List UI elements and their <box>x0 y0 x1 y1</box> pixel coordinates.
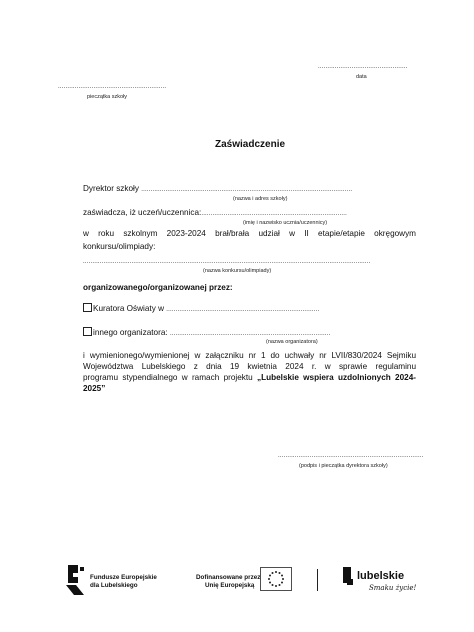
kurator-checkbox[interactable] <box>83 303 92 312</box>
option-1-dots: .................................................................................. <box>166 307 320 313</box>
eu-flag-icon <box>260 567 292 591</box>
fe-line-2: dla Lubelskiego <box>90 582 138 589</box>
para-line-3-prefix: programu stypendialnego w ramach projektu <box>83 373 258 382</box>
director-hint: (nazwa i adres szkoły) <box>233 196 288 202</box>
lubelskie-slogan: Smaku życie! <box>369 584 417 592</box>
lubelskie-logo-icon <box>341 565 355 587</box>
director-line <box>83 183 352 196</box>
contest-hint: (nazwa konkursu/olimpiady) <box>203 268 272 274</box>
signature-label: (podpis i pieczątka dyrektora szkoły) <box>299 463 388 469</box>
organizer-hint: (nazwa organizatora) <box>266 339 318 345</box>
signature-dots: .............................................................................. <box>278 453 424 459</box>
para-line-2: Województwa Lubelskiego z dnia 19 kwietnia 2024 r. w sprawie regulaminu <box>83 362 416 371</box>
fundusze-europejskie-logo-icon <box>64 563 86 597</box>
document-title: Zaświadczenie <box>215 139 286 150</box>
option-1-label: Kuratora Oświaty w <box>93 304 164 313</box>
year-line-2: konkursu/olimpiady: <box>83 242 156 251</box>
director-label: Dyrektor szkoły <box>83 184 139 193</box>
date-dots: ................................................ <box>318 64 408 70</box>
option-kurator <box>83 303 319 316</box>
certifies-dots: .............................................................................. <box>201 211 347 217</box>
year-line-1: w roku szkolnym 2023-2024 brał/brała udział w II etapie/etapie okręgowym <box>83 229 416 238</box>
date-label: data <box>356 74 367 80</box>
organizer-heading: organizowanego/organizowanej przez: <box>83 283 233 292</box>
option-2-dots: ...................................................................................... <box>169 331 331 337</box>
stamp-label: pieczątka szkoły <box>87 94 128 100</box>
ue-line-2: Unię Europejską <box>205 582 255 589</box>
ue-line-1: Dofinansowane przez <box>196 574 261 581</box>
certifies-line <box>83 207 347 220</box>
project-name: „Lubelskie wspiera uzdolnionych 2024- <box>257 373 416 382</box>
footer-logos <box>58 557 415 607</box>
stamp-dots: .......................................................... <box>58 84 167 90</box>
other-organizer-checkbox[interactable] <box>83 327 92 336</box>
para-line-4: 2025” <box>83 384 106 393</box>
footer-divider <box>317 569 318 591</box>
certifies-label: zaświadcza, iż uczeń/uczennica: <box>83 208 202 217</box>
para-line-3 <box>83 372 416 383</box>
student-hint: (imię i nazwisko ucznia/uczennicy) <box>243 220 328 226</box>
contest-dots: .......................................................................................................................................................... <box>83 259 371 265</box>
para-line-1: i wymienionego/wymienionej w załączniku nr 1 do uchwały nr LVII/830/2024 Sejmiku <box>83 351 416 360</box>
option-2-label: innego organizatora: <box>93 328 168 337</box>
fe-line-1: Fundusze Europejskie <box>90 574 157 581</box>
lubelskie-name: lubelskie <box>357 570 405 582</box>
director-dots: ................................................................................................................. <box>141 187 353 193</box>
